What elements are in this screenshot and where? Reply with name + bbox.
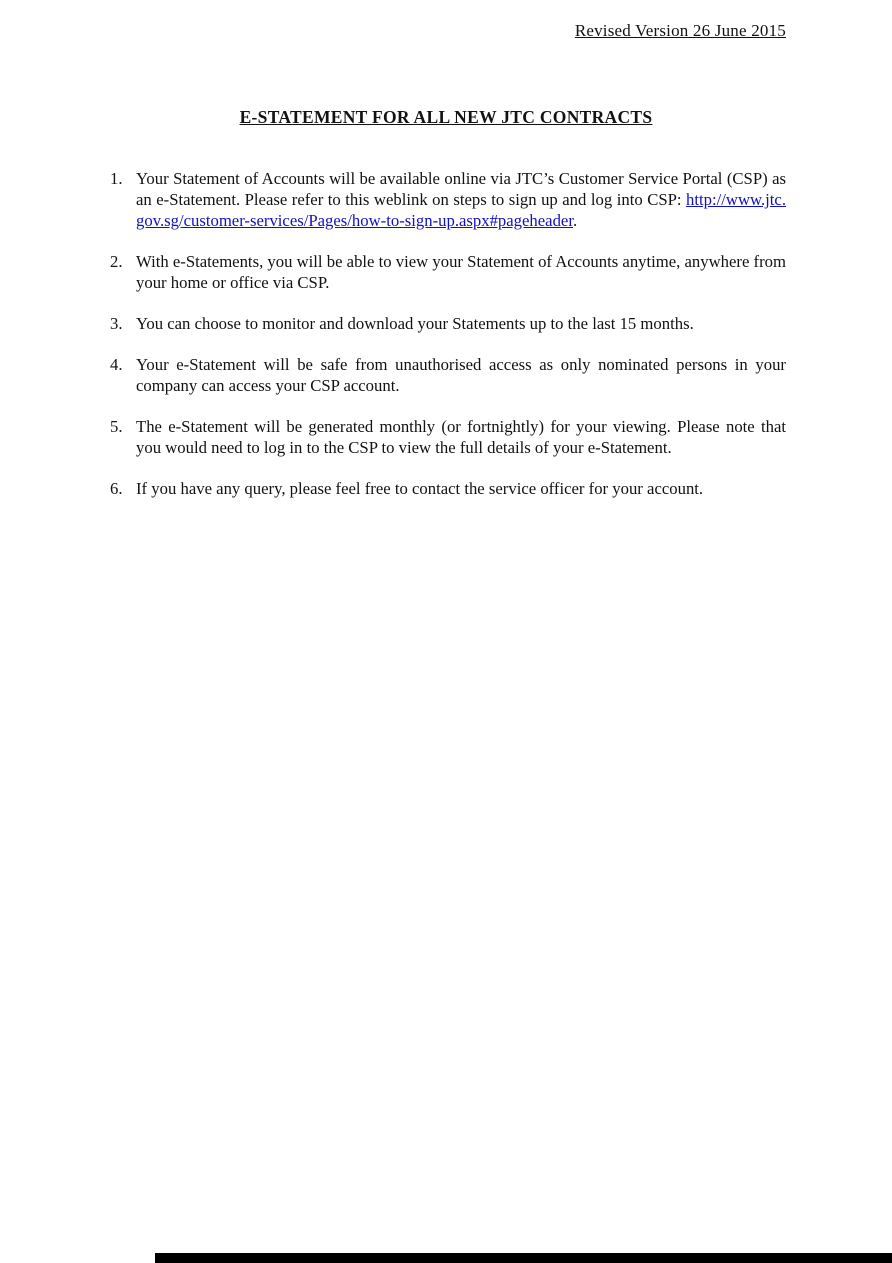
scan-artifact-bar [155, 1253, 892, 1263]
list-item-number: 3. [110, 313, 123, 333]
list-item-number: 2. [110, 251, 123, 271]
list-item-text [136, 252, 786, 294]
statement-list [110, 169, 786, 521]
list-item [110, 355, 786, 397]
list-item-text [136, 314, 786, 335]
list-item-number: 4. [110, 355, 123, 375]
list-item [110, 252, 786, 294]
list-item-number: 5. [110, 417, 123, 437]
paragraph-text: Your Statement of Accounts will be available online via JTC’s Customer Service Portal (CSP) as an e-Statement. Please refer to this weblink on steps to sign up and log into CSP: [136, 169, 786, 209]
list-item-number: 6. [110, 479, 123, 499]
paragraph-text: You can choose to monitor and download your Statements up to the last 15 months. [136, 313, 694, 333]
page-title [0, 107, 892, 128]
csp-signup-link[interactable]: http://www.jtc.gov.sg/customer-services/Pages/how-to-sign-up.aspx#pageheader [136, 189, 786, 230]
list-item-number: 1. [110, 169, 123, 188]
paragraph-text: Your e-Statement will be safe from unauthorised access as only nominated persons in your company can access your CSP account. [136, 355, 786, 396]
revision-note: Revised Version 26 June 2015 [574, 21, 786, 40]
list-item-text [136, 417, 786, 459]
paragraph-text: The e-Statement will be generated monthly (or fortnightly) for your viewing. Please note that you would need to log in to the CSP to view the full details of your e-Statement. [136, 417, 786, 458]
page-title-text: E-STATEMENT FOR ALL NEW JTC CONTRACTS [239, 107, 653, 127]
list-item-text [136, 355, 786, 397]
paragraph-text: With e-Statements, you will be able to view your Statement of Accounts anytime, anywhere from your home or office via CSP. [136, 251, 786, 292]
paragraph-text: If you have any query, please feel free to contact the service officer for your account. [136, 479, 704, 499]
list-item-text [136, 479, 786, 500]
list-item [110, 417, 786, 459]
list-item [110, 169, 786, 231]
list-item [110, 314, 786, 335]
list-item-text [136, 169, 786, 231]
paragraph-text: . [572, 210, 578, 230]
list-item [110, 479, 786, 500]
